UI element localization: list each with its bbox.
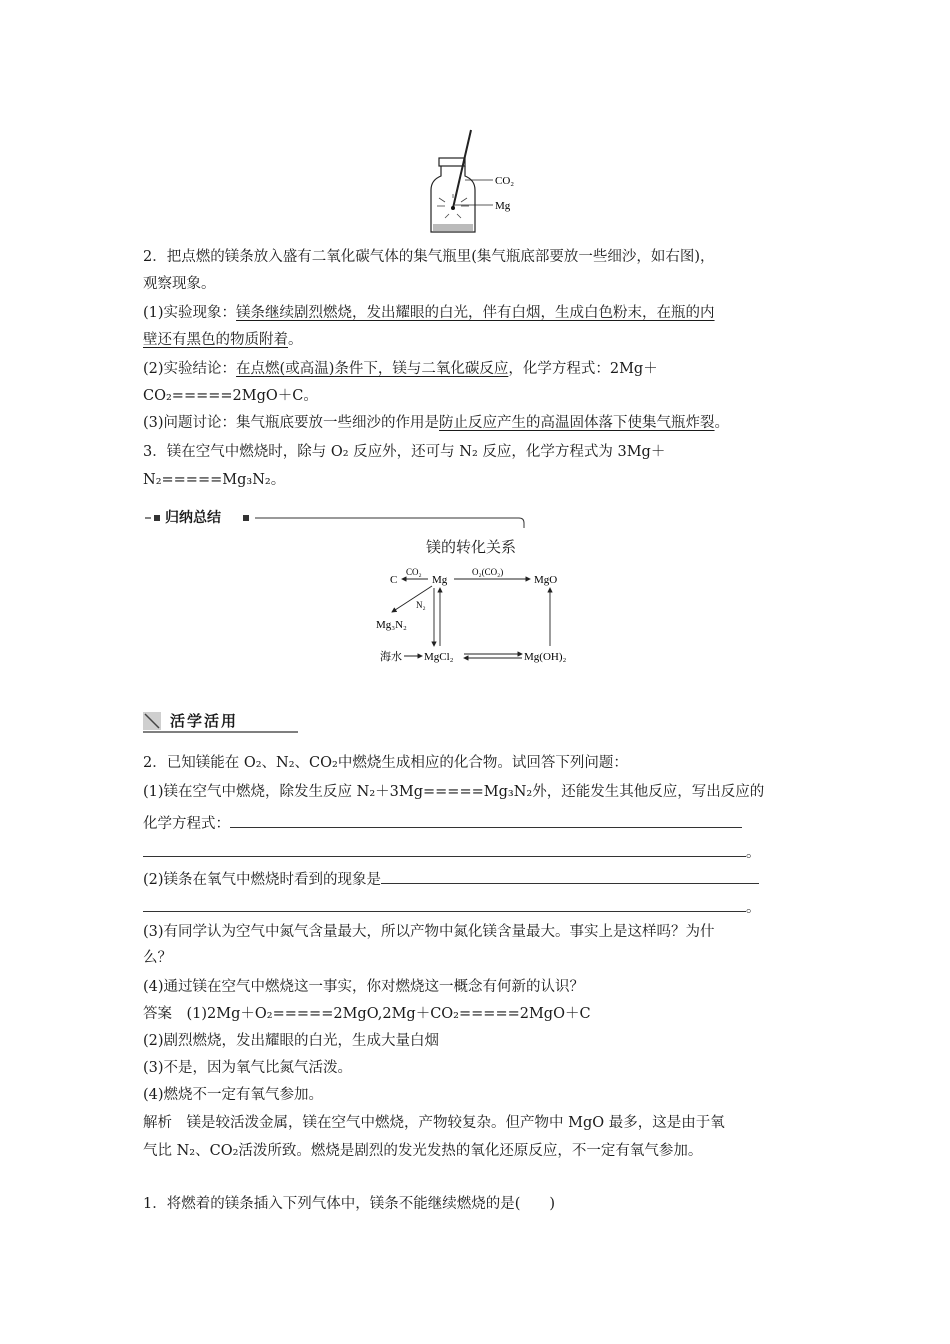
gas-bottle-figure [425,128,535,238]
p2-prefix: (2)实验结论： [143,361,237,377]
p1-prefix: (1)实验现象： [143,305,237,321]
q1-answer-blank-2[interactable] [143,840,746,857]
edge-n2: N₂ [416,600,426,610]
q1-prompt: 化学方程式： [143,816,230,832]
s2-p1b [143,330,303,350]
answer-1: (1)2Mg＋O₂=====2MgO,2Mg＋CO₂=====2MgO＋C [186,1006,591,1022]
summary-heading: 归纳总结 [165,510,221,526]
q2-answer-blank-2[interactable] [143,895,746,912]
s2-line1: 2．把点燃的镁条放入盛有二氧化碳气体的集气瓶里(集气瓶底部要放一些细沙，如右图)， [143,249,715,265]
question-1: 1．将燃着的镁条插入下列气体中，镁条不能继续燃烧的是( ) [143,1196,556,1212]
answer-3: (3)不是，因为氧气比氮气活泼。 [143,1060,353,1076]
p3-end: 。 [714,415,730,431]
s3-line1: 3．镁在空气中燃烧时，除与 O₂ 反应外，还可与 N₂ 反应，化学方程式为 3Mg＋ [143,444,666,460]
analysis-label: 解析 [143,1115,172,1131]
q2-line [143,867,759,890]
p3-prefix: (3)问题讨论：集气瓶底要放一些细沙的作用是 [143,415,440,431]
s2-line2: 观察现象。 [143,276,216,292]
q1-line3 [143,840,761,863]
q-intro: 2．已知镁能在 O₂、N₂、CO₂中燃烧生成相应的化合物。试回答下列问题： [143,755,628,771]
node-mgo: MgO [534,574,558,586]
s2-p2b: CO₂=====2MgO＋C。 [143,388,318,404]
node-seawater: 海水 [380,651,402,663]
node-mgoh2: Mg(OH)₂ [524,651,567,663]
q4-line: (4)通过镁在空气中燃烧这一事实，你对燃烧这一概念有何新的认识？ [143,979,585,995]
p1-end: 。 [288,332,303,348]
q2-period: 。 [746,900,761,916]
answer-2: (2)剧烈燃烧，发出耀眼的白光，生成大量白烟 [143,1033,440,1049]
s3-line2: N₂=====Mg₃N₂。 [143,472,286,488]
analysis-line2: 气比 N₂、CO₂活泼所致。燃烧是剧烈的发光发热的氧化还原反应，不一定有氧气参加。 [143,1143,703,1159]
q1-answer-blank-1[interactable] [230,811,742,828]
practice-heading: 活学活用 [170,712,239,730]
mg-label: Mg [495,200,511,212]
q1-line2 [143,811,742,834]
p2-suffix: ，化学方程式：2Mg＋ [508,361,658,377]
answer-4: (4)燃烧不一定有氧气参加。 [143,1087,324,1103]
q1-period: 。 [746,845,761,861]
node-mg3n2: Mg₃N₂ [376,619,407,631]
edge-co2: CO₂ [406,567,422,577]
node-c: C [390,574,398,586]
s2-p3 [143,413,729,433]
q2-line2 [143,895,761,918]
q2-prompt: (2)镁条在氧气中燃烧时看到的现象是 [143,872,382,888]
q1-line1: (1)镁在空气中燃烧，除发生反应 N₂＋3Mg=====Mg₃N₂外，还能发生其他反应，写出反应的 [143,784,765,800]
co2-label: CO₂ [495,175,515,187]
q2-answer-blank-1[interactable] [381,867,759,884]
q3-line2: 么？ [143,950,172,966]
s2-p1 [143,303,715,323]
node-mg: Mg [432,574,448,586]
edge-o2co2: O₂(CO₂) [472,567,504,577]
mg-conversion-diagram [370,560,590,670]
analysis-text-1: 镁是较活泼金属，镁在空气中燃烧，产物较复杂。但产物中 MgO 最多，这是由于氧 [186,1115,725,1131]
s2-p2 [143,359,658,379]
node-mgcl2: MgCl₂ [424,651,454,663]
analysis-line1 [143,1113,725,1133]
p3-answer: 防止反应产生的高温固体落下使集气瓶炸裂 [439,415,715,431]
p1-answer-1: 镁条继续剧烈燃烧，发出耀眼的白光，伴有白烟，生成白色粉末，在瓶的内 [236,305,715,321]
diagram-title: 镁的转化关系 [426,538,517,556]
p1-answer-2: 壁还有黑色的物质附着 [143,332,288,348]
answer-line1 [143,1004,591,1024]
answer-label: 答案 [143,1006,172,1022]
q3-line1: (3)有同学认为空气中氮气含量最大，所以产物中氮化镁含量最大。事实上是这样吗？为什 [143,924,715,940]
p2-answer: 在点燃(或高温)条件下，镁与二氧化碳反应 [236,361,509,377]
